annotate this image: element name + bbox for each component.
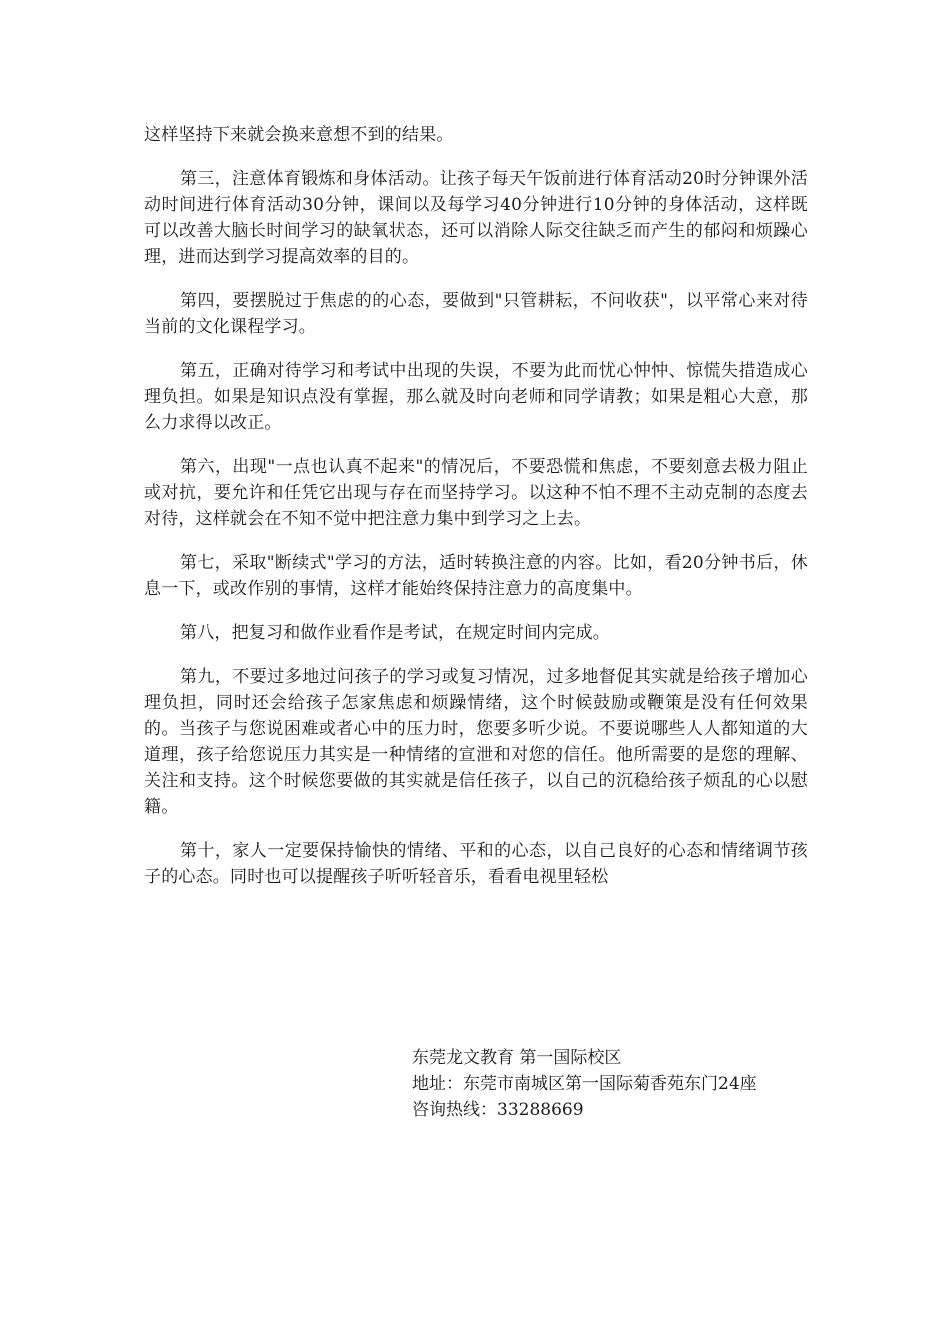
paragraph-point-8: 第八，把复习和做作业看作是考试，在规定时间内完成。 bbox=[180, 623, 610, 643]
paragraph-point-9: 第九，不要过多地过问孩子的学习或复习情况，过多地督促其实就是给孩子增加心理负担，同时还会给孩子怎家焦虑和烦躁情绪，这个时候鼓励或鞭策是没有任何效果的。当孩子与您说困难或者心中的压力时，您要多听少说。不要说哪些人人都知道的大道理，孩子给您说压力其实是一种情绪的宣泄和对您的信任。他所需要的是您的理解、关注和支持。这个时候您要做的其实就是信任孩子，以自己的沉稳给孩子烦乱的心以慰籍。 bbox=[144, 667, 808, 817]
paragraph-point-10: 第十，家人一定要保持愉快的情绪、平和的心态，以自己良好的心态和情绪调节孩子的心态。同时也可以提醒孩子听听轻音乐，看看电视里轻松 bbox=[144, 841, 808, 887]
paragraph-point-4: 第四，要摆脱过于焦虑的的心态，要做到"只管耕耘，不问收获"，以平常心来对待当前的文化课程学习。 bbox=[144, 291, 808, 337]
hotline-line: 咨询热线：33288669 bbox=[412, 1100, 584, 1120]
paragraph-point-3: 第三，注意体育锻炼和身体活动。让孩子每天午饭前进行体育活动20时分钟课外活动时间进行体育活动30分钟，课间以及每学习40分钟进行10分钟的身体活动，这样既可以改善大脑长时间学习的缺氧状态，还可以消除人际交往缺乏而产生的郁闷和烦躁心理，进而达到学习提高效率的目的。 bbox=[144, 169, 808, 267]
address-line: 地址：东莞市南城区第一国际菊香苑东门24座 bbox=[412, 1074, 757, 1094]
paragraph-point-5: 第五，正确对待学习和考试中出现的失误，不要为此而忧心忡忡、惊慌失措造成心理负担。如果是知识点没有掌握，那么就及时向老师和同学请教；如果是粗心大意，那么力求得以改正。 bbox=[144, 361, 808, 433]
contact-footer bbox=[412, 1045, 832, 1123]
paragraph-continuation: 这样坚持下来就会换来意想不到的结果。 bbox=[144, 125, 454, 145]
paragraph-point-7: 第七，采取"断续式"学习的方法，适时转换注意的内容。比如，看20分钟书后，休息一下，或改作别的事情，这样才能始终保持注意力的高度集中。 bbox=[144, 553, 808, 599]
organization-name: 东莞龙文教育 第一国际校区 bbox=[412, 1048, 622, 1068]
paragraph-point-6: 第六，出现"一点也认真不起来"的情况后，不要恐慌和焦虑，不要刻意去极力阻止或对抗，要允许和任凭它出现与存在而坚持学习。以这种不怕不理不主动克制的态度去对待，这样就会在不知不觉中把注意力集中到学习之上去。 bbox=[144, 457, 808, 529]
document-body bbox=[144, 122, 808, 908]
